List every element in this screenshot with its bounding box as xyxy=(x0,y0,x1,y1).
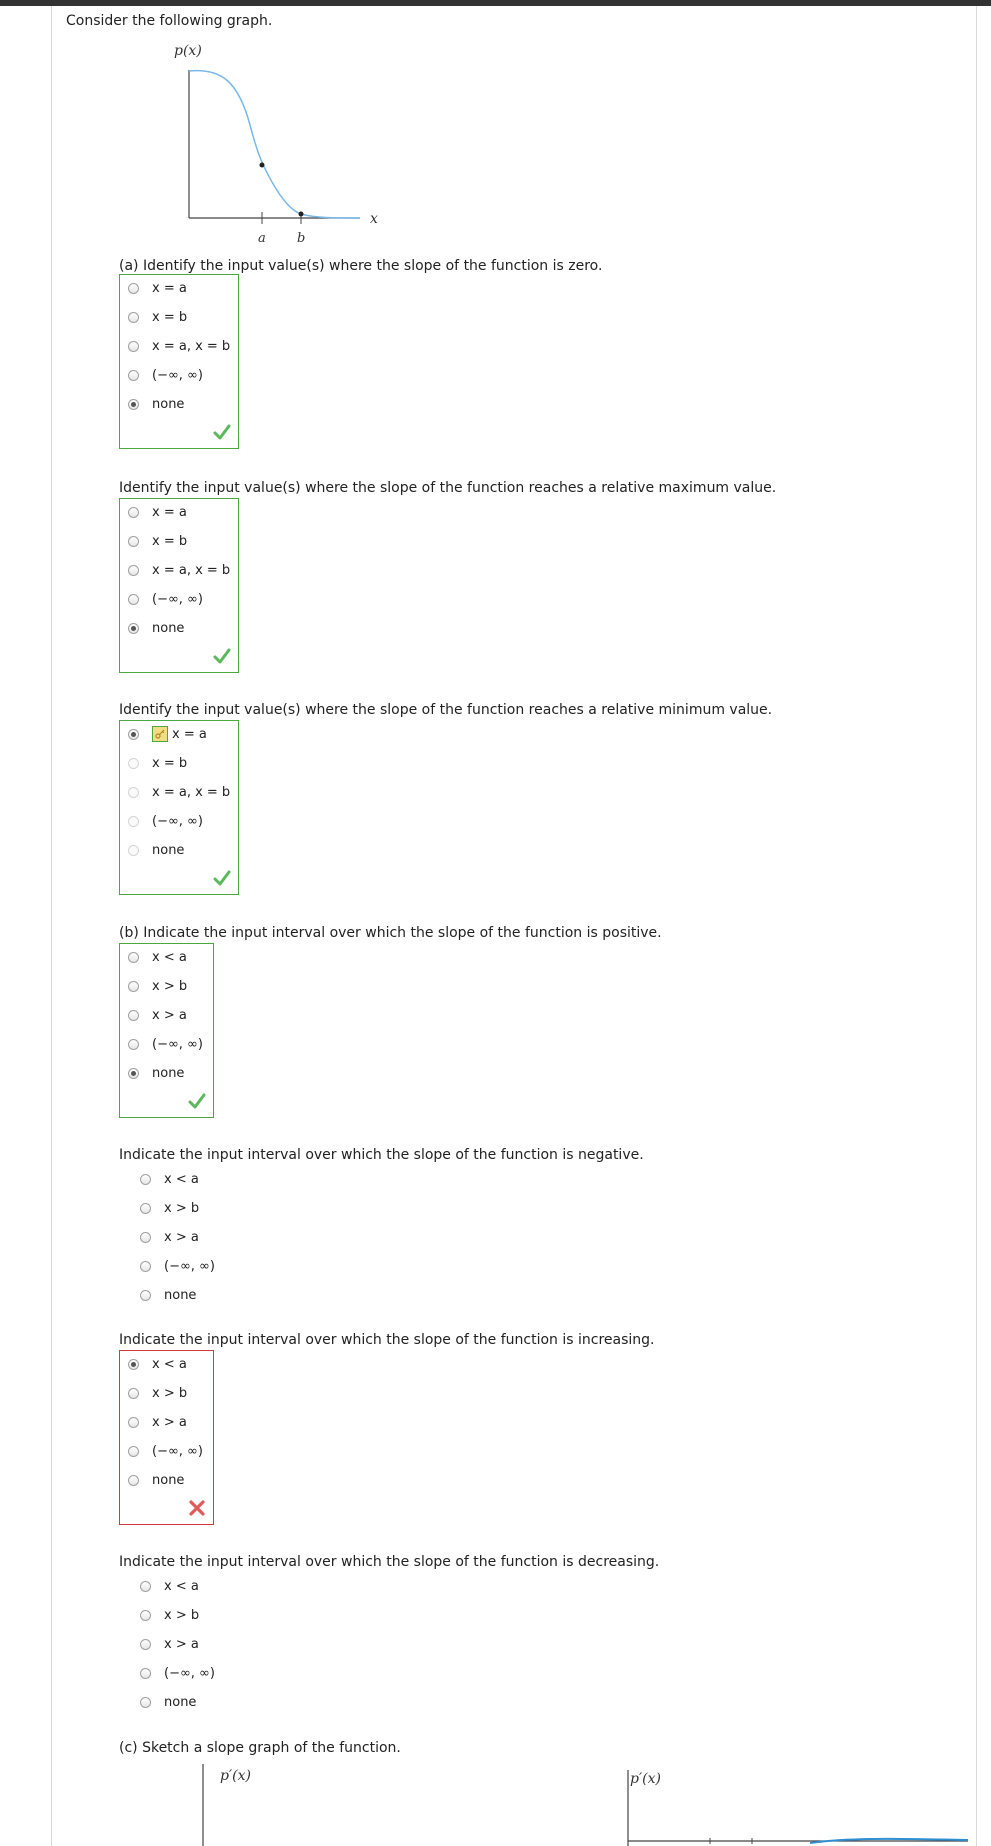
radio-button[interactable] xyxy=(128,845,139,856)
option-label: (−∞, ∞) xyxy=(152,814,203,830)
question-4-option[interactable] xyxy=(128,947,187,967)
radio-button[interactable] xyxy=(128,1388,139,1399)
question-1-option[interactable] xyxy=(128,307,187,327)
option-label: x = b xyxy=(152,309,188,325)
slope-graph-right-label: p′(x) xyxy=(630,1771,661,1787)
tick-b-label: b xyxy=(297,231,306,246)
question-5-prompt: Indicate the input interval over which the slope of the function is negative. xyxy=(119,1147,644,1163)
radio-button[interactable] xyxy=(140,1232,151,1243)
radio-button[interactable] xyxy=(128,341,139,352)
option-label: none xyxy=(164,1695,197,1711)
slope-graph-left-label: p′(x) xyxy=(220,1768,251,1784)
option-label: x = b xyxy=(152,755,188,771)
radio-button[interactable] xyxy=(128,1359,139,1370)
question-6-option[interactable] xyxy=(128,1354,187,1374)
radio-button[interactable] xyxy=(128,594,139,605)
option-label: (−∞, ∞) xyxy=(164,1259,215,1275)
question-6-option[interactable] xyxy=(128,1412,187,1432)
point-b xyxy=(299,212,304,217)
option-label: x = a, x = b xyxy=(152,784,231,800)
radio-button[interactable] xyxy=(140,1203,151,1214)
question-1-option[interactable] xyxy=(128,366,203,386)
question-3-option[interactable] xyxy=(128,782,230,802)
question-5-option[interactable] xyxy=(140,1286,196,1306)
intro-text: Consider the following graph. xyxy=(66,13,273,29)
check-icon xyxy=(213,869,231,887)
question-2-option[interactable] xyxy=(128,531,187,551)
option-label: x < a xyxy=(152,1356,187,1372)
question-3-option[interactable] xyxy=(128,724,207,744)
option-label: none xyxy=(152,1066,185,1082)
radio-button[interactable] xyxy=(128,283,139,294)
question-4-option[interactable] xyxy=(128,976,187,996)
tick-a-label: a xyxy=(258,231,266,246)
option-label: (−∞, ∞) xyxy=(152,1037,203,1053)
question-5-option[interactable] xyxy=(140,1198,199,1218)
question-3-option[interactable] xyxy=(128,841,184,861)
radio-button[interactable] xyxy=(128,507,139,518)
question-4-prompt: (b) Indicate the input interval over which the slope of the function is positive. xyxy=(119,925,662,941)
question-7-option[interactable] xyxy=(140,1605,199,1625)
option-label: none xyxy=(152,397,185,413)
radio-button[interactable] xyxy=(140,1581,151,1592)
radio-button[interactable] xyxy=(128,787,139,798)
radio-button[interactable] xyxy=(128,1417,139,1428)
question-2-option[interactable] xyxy=(128,619,184,639)
radio-button[interactable] xyxy=(140,1639,151,1650)
question-7-option[interactable] xyxy=(140,1576,199,1596)
option-label: x = a xyxy=(152,504,187,520)
radio-button[interactable] xyxy=(140,1668,151,1679)
part-c-prompt: (c) Sketch a slope graph of the function. xyxy=(119,1740,401,1756)
question-3-prompt: Identify the input value(s) where the slope of the function reaches a relative minimum value. xyxy=(119,702,773,718)
question-7-option[interactable] xyxy=(140,1634,199,1654)
graph-y-label: p(x) xyxy=(174,43,202,59)
graph-x-label: x xyxy=(370,211,378,227)
radio-button[interactable] xyxy=(128,370,139,381)
question-3-option[interactable] xyxy=(128,812,203,832)
radio-button[interactable] xyxy=(128,536,139,547)
option-label: x > a xyxy=(152,1414,187,1430)
check-icon xyxy=(213,423,231,441)
radio-button[interactable] xyxy=(128,1475,139,1486)
question-7-option[interactable] xyxy=(140,1664,215,1684)
option-label: x > b xyxy=(164,1200,200,1216)
question-1-prompt: (a) Identify the input value(s) where the slope of the function is zero. xyxy=(119,258,603,274)
question-6-option[interactable] xyxy=(128,1471,184,1491)
option-label: x = a xyxy=(152,280,187,296)
question-5-option[interactable] xyxy=(140,1227,199,1247)
option-label: none xyxy=(152,621,185,637)
radio-button[interactable] xyxy=(128,758,139,769)
question-2-option[interactable] xyxy=(128,502,187,522)
question-4-option[interactable] xyxy=(128,1035,203,1055)
option-label: x = a xyxy=(172,726,207,742)
option-label: (−∞, ∞) xyxy=(152,592,203,608)
radio-button[interactable] xyxy=(128,1068,139,1079)
radio-button[interactable] xyxy=(140,1261,151,1272)
radio-button[interactable] xyxy=(128,399,139,410)
option-label: x > b xyxy=(152,978,188,994)
question-1-option[interactable] xyxy=(128,278,187,298)
question-2-option[interactable] xyxy=(128,560,230,580)
question-1-option[interactable] xyxy=(128,336,230,356)
option-label: none xyxy=(164,1288,197,1304)
question-5-option[interactable] xyxy=(140,1257,215,1277)
option-label: none xyxy=(152,843,185,859)
option-label: x > b xyxy=(152,1385,188,1401)
option-label: none xyxy=(152,1473,185,1489)
radio-button[interactable] xyxy=(128,312,139,323)
radio-button[interactable] xyxy=(140,1174,151,1185)
radio-button[interactable] xyxy=(140,1697,151,1708)
check-icon xyxy=(213,647,231,665)
question-4-option[interactable] xyxy=(128,1064,184,1084)
option-label: x > a xyxy=(164,1229,199,1245)
question-6-option[interactable] xyxy=(128,1383,187,1403)
option-label: x > a xyxy=(152,1007,187,1023)
option-label: x > a xyxy=(164,1636,199,1652)
option-label: x = a, x = b xyxy=(152,338,231,354)
question-7-option[interactable] xyxy=(140,1693,196,1713)
option-label: x = b xyxy=(152,533,188,549)
inflection-point xyxy=(260,163,265,168)
question-2-option[interactable] xyxy=(128,590,203,610)
question-3-option[interactable] xyxy=(128,753,187,773)
option-label: x = a, x = b xyxy=(152,562,231,578)
option-label: (−∞, ∞) xyxy=(152,1444,203,1460)
radio-button[interactable] xyxy=(140,1610,151,1621)
slope-graph-right[interactable] xyxy=(620,1765,970,1846)
radio-button[interactable] xyxy=(128,1446,139,1457)
question-6-option[interactable] xyxy=(128,1442,203,1462)
radio-button[interactable] xyxy=(128,565,139,576)
radio-button[interactable] xyxy=(128,623,139,634)
question-6-prompt: Indicate the input interval over which the slope of the function is increasing. xyxy=(119,1332,655,1348)
function-graph xyxy=(150,40,390,250)
option-label: (−∞, ∞) xyxy=(152,368,203,384)
radio-button[interactable] xyxy=(140,1290,151,1301)
radio-button[interactable] xyxy=(128,729,139,740)
option-label: x < a xyxy=(164,1578,199,1594)
radio-button[interactable] xyxy=(128,981,139,992)
x-mark-icon xyxy=(188,1499,206,1517)
option-label: x < a xyxy=(164,1171,199,1187)
question-5-option[interactable] xyxy=(140,1169,199,1189)
option-label: x < a xyxy=(152,949,187,965)
slope-graph-left xyxy=(180,1760,300,1846)
radio-button[interactable] xyxy=(128,1010,139,1021)
radio-button[interactable] xyxy=(128,952,139,963)
option-label: (−∞, ∞) xyxy=(164,1666,215,1682)
radio-button[interactable] xyxy=(128,816,139,827)
function-curve xyxy=(189,71,360,218)
question-7-prompt: Indicate the input interval over which the slope of the function is decreasing. xyxy=(119,1554,660,1570)
check-icon xyxy=(188,1092,206,1110)
radio-button[interactable] xyxy=(128,1039,139,1050)
question-4-option[interactable] xyxy=(128,1005,187,1025)
question-1-option[interactable] xyxy=(128,395,184,415)
option-label: x > b xyxy=(164,1607,200,1623)
key-icon xyxy=(152,726,168,742)
question-2-prompt: Identify the input value(s) where the slope of the function reaches a relative maximum value. xyxy=(119,480,777,496)
